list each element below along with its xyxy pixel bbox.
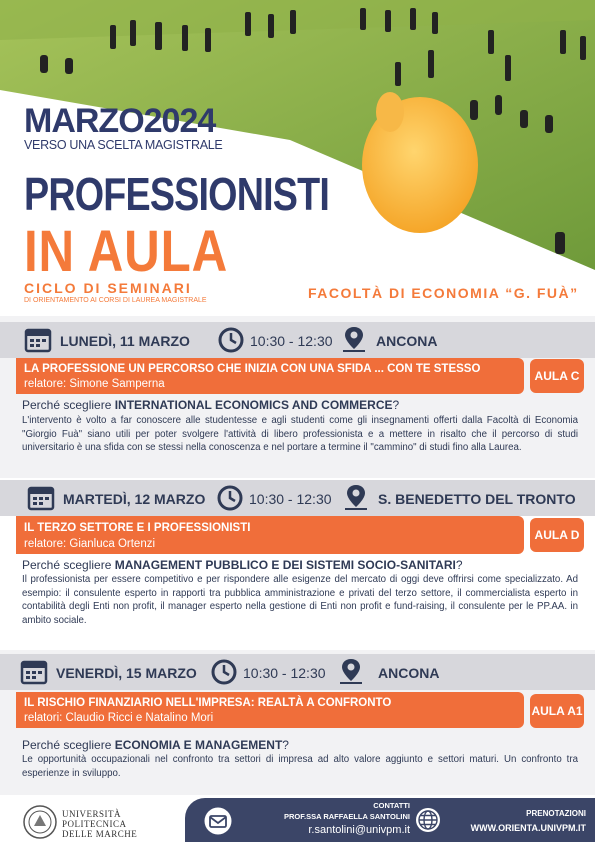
event-3-speaker: relatori: Claudio Ricci e Natalino Mori: [24, 712, 214, 724]
why-prefix: Perché scegliere: [22, 398, 115, 412]
calendar-icon: [27, 483, 55, 511]
title-block: [24, 104, 222, 152]
tagline: VERSO UNA SCELTA MAGISTRALE: [24, 138, 223, 152]
event-2-why: [22, 558, 463, 572]
why-course: MANAGEMENT PUBBLICO E DEI SISTEMI SOCIO-SANITARI: [114, 558, 456, 572]
contacts-block: [270, 800, 410, 822]
series-sublabel: DI ORIENTAMENTO AI CORSI DI LAUREA MAGISTRALE: [24, 297, 207, 304]
event-1-day: LUNEDÌ, 11 MARZO: [60, 333, 190, 349]
event-1-time: 10:30 - 12:30: [250, 333, 333, 349]
event-1-why: [22, 398, 399, 412]
event-2-day: MARTEDÌ, 12 MARZO: [63, 491, 206, 507]
contact-email-link[interactable]: r.santolini@univpm.it: [308, 824, 410, 836]
month-heading: MARZO2024: [24, 102, 216, 140]
event-3-title: IL RISCHIO FINANZIARIO NELL'IMPRESA: REALTÀ A CONFRONTO: [24, 697, 392, 709]
contact-name: PROF.SSA RAFFAELLA SANTOLINI: [284, 812, 410, 821]
calendar-icon: [24, 325, 52, 353]
event-3-day: VENERDÌ, 15 MARZO: [56, 665, 197, 681]
event-3-room-badge: AULA A1: [530, 694, 584, 728]
event-2-time: 10:30 - 12:30: [249, 491, 332, 507]
why-course: ECONOMIA E MANAGEMENT: [114, 738, 283, 752]
event-1-title: LA PROFESSIONE UN PERCORSO CHE INIZIA CON UNA SFIDA ... CON TE STESSO: [24, 363, 481, 375]
why-suffix: ?: [392, 398, 400, 412]
clock-icon: [210, 658, 238, 686]
faculty-label: FACOLTÀ DI ECONOMIA “G. FUÀ”: [308, 285, 579, 301]
why-prefix: Perché scegliere: [22, 558, 115, 572]
title-line-1: PROFESSIONISTI: [24, 168, 330, 220]
event-2-speaker: relatore: Gianluca Ortenzi: [24, 538, 156, 550]
event-3-description: Le opportunità occupazionali nel confronto tra settori di impresa ad alto valore aggiunto e settori maturi. Un confronto tra esperienze in sviluppo.: [22, 754, 578, 779]
university-seal-icon: [22, 804, 58, 840]
location-pin-icon: [340, 324, 368, 354]
event-2-title: IL TERZO SETTORE E I PROFESSIONISTI: [24, 522, 251, 534]
event-3-time: 10:30 - 12:30: [243, 665, 326, 681]
location-pin-icon: [337, 656, 365, 686]
university-line: DELLE MARCHE: [62, 829, 138, 839]
mail-icon: [203, 806, 233, 836]
event-3-why: [22, 738, 289, 752]
event-2-room-badge: AULA D: [530, 518, 584, 552]
university-line: UNIVERSITÀ: [62, 809, 121, 819]
university-name: [62, 809, 137, 839]
why-suffix: ?: [455, 558, 463, 572]
contacts-label: CONTATTI: [373, 801, 410, 810]
event-3-place: ANCONA: [378, 665, 440, 681]
series-label: CICLO DI SEMINARI: [24, 280, 192, 296]
booking-website-link[interactable]: WWW.ORIENTA.UNIVPM.IT: [470, 823, 586, 833]
event-2-place: S. BENEDETTO DEL TRONTO: [378, 491, 576, 507]
event-1-description: L'intervento è volto a far conoscere alle studentesse e agli studenti come gli insegnamenti offerti dalla Facoltà di Economia "Giorgio Fuà" siano utili per poter svolgere l'attività di libero professionista e a mettere in risalto che il percorso di studi universitario è una sfida con se stessi nella conoscenza e nel portare a termine il "cammino" di studi fino alla Laurea.: [22, 415, 578, 454]
university-line: POLITECNICA: [62, 819, 127, 829]
event-1-place: ANCONA: [376, 333, 438, 349]
clock-icon: [217, 326, 245, 354]
location-pin-icon: [342, 482, 370, 512]
event-2-description: Il professionista per essere competitivo e per rispondere alle esigenze del mercato di oggi deve offrirsi come specializzato. Ad esempio: il consulente esperto in rapporti tra pubblica amministrazione e privati del terzo settore, il commercialista esperto in contabilità degli Enti non profit, il manager esperto nella gestione di Enti non profit e fund-raising, il consulente per le PP.AA. in ambito sociale.: [22, 574, 578, 626]
why-course: INTERNATIONAL ECONOMICS AND COMMERCE: [114, 398, 393, 412]
why-suffix: ?: [282, 738, 289, 752]
why-prefix: Perché scegliere: [22, 738, 115, 752]
title-line-2: IN AULA: [24, 219, 229, 284]
event-1-room-badge: AULA C: [530, 359, 584, 393]
globe-icon: [414, 806, 442, 834]
calendar-icon: [20, 657, 48, 685]
event-1-speaker: relatore: Simone Samperna: [24, 378, 165, 390]
booking-label: PRENOTAZIONI: [526, 809, 586, 818]
clock-icon: [216, 484, 244, 512]
